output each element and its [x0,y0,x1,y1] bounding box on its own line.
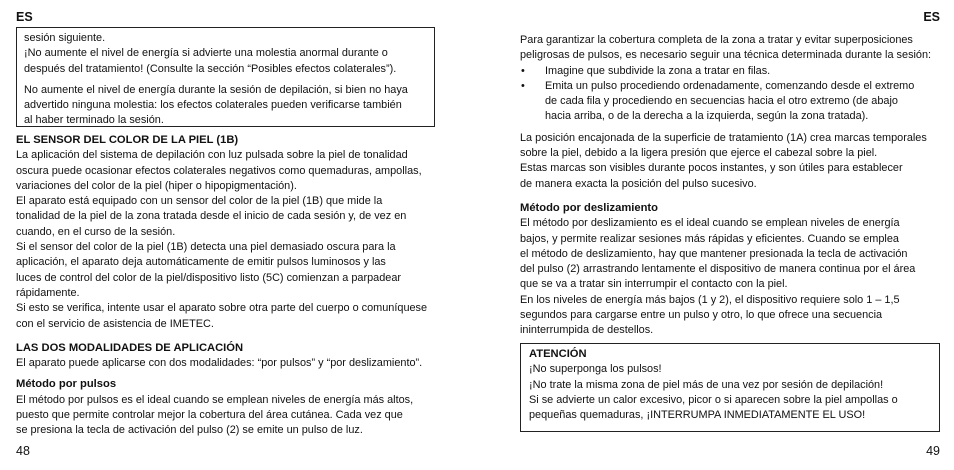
body-line: bajos, y permite realizar sesiones más rápidas y eficientes. Cuando se emplea [520,232,899,245]
page-number-left: 48 [16,444,30,458]
body-line: El aparato está equipado con un sensor del color de la piel (1B) que mide la [16,195,383,208]
attention-line: pequeñas quemaduras, ¡INTERRUMPA INMEDIATAMENTE EL USO! [529,409,866,422]
body-line: tonalidad de la piel de la zona tratada desde el inicio de cada sesión y, de vez en [16,210,407,223]
body-line: cuando, en el curso de la sesión. [16,225,176,238]
box-line: al haber terminado la sesión. [24,114,164,127]
box-line: ¡No aumente el nivel de energía si advierte una molestia anormal durante o [24,47,388,60]
body-line: Si esto se verifica, intente usar el aparato sobre otra parte del cuerpo o comuníquese [16,302,428,315]
list-item-line: de cada fila y procediendo en secuencias hacia el otro extremo (de abajo [545,95,898,108]
left-page [16,0,435,470]
body-line: segundos para cargarse entre un pulso y otro, lo que ofrece una secuencia [520,309,883,322]
section-heading-pulse-method: Método por pulsos [16,378,117,391]
attention-line: ¡No trate la misma zona de piel más de una vez por sesión de depilación! [529,378,884,391]
body-line: variaciones del color de la piel (hiper o hipopigmentación). [16,179,297,192]
list-item [520,79,940,125]
list-item-line: hacia arriba, o de la derecha a la izquierda, según la zona tratada). [545,110,869,123]
body-line: Si el sensor del color de la piel (1B) detecta una piel demasiado oscura para la [16,241,396,254]
body-line: aplicación, el aparato deja automáticamente de emitir pulsos luminosos y las [16,256,386,269]
body-line: el método de deslizamiento, hay que mantener presionada la tecla de activación [520,247,908,260]
body-line: La aplicación del sistema de depilación con luz pulsada sobre la piel de tonalidad [16,149,408,162]
body-line: rápidamente. [16,286,80,299]
body-line: de manera exacta la posición del pulso sucesivo. [520,177,757,190]
body-line: con el servicio de asistencia de IMETEC. [16,317,214,330]
body-line: sobre la piel, debido a la ligera presión que ejerce el cabezal sobre la piel. [520,147,878,160]
page-number-right: 49 [926,444,940,458]
attention-heading: ATENCIÓN [529,348,587,360]
section-heading-skin-sensor: EL SENSOR DEL COLOR DE LA PIEL (1B) [16,134,239,146]
body-line: del pulso (2) arrastrando lentamente el dispositivo de manera continua por el área [520,263,916,276]
box-line: advertido ninguna molestia: los efectos colaterales pueden verificarse también [24,99,402,112]
list-item: • Imagine que subdivide la zona a tratar en filas. [520,64,940,79]
right-body [520,33,940,339]
body-line: puesto que permite controlar mejor la cobertura del área cutánea. Cada vez que [16,409,403,422]
language-label-left: ES [16,10,33,24]
attention-box [520,343,940,432]
attention-line: ¡No superponga los pulsos! [529,363,662,376]
body-line: se presiona la tecla de activación del pulso (2) se emite un pulso de luz. [16,424,363,437]
section-heading-slide-method: Método por deslizamiento [520,201,658,214]
body-line: luces de control del color de la piel/dispositivo listo (5C) comienzan a parpadear [16,271,402,284]
body-line: El método por deslizamiento es el ideal cuando se emplean niveles de energía [520,217,900,230]
bullet-list [520,64,940,125]
box-line: después del tratamiento! (Consulte la sección “Posibles efectos colaterales”). [24,62,397,75]
section-heading-modes: LAS DOS MODALIDADES DE APLICACIÓN [16,341,244,354]
body-line: Estas marcas son visibles durante pocos instantes, y son útiles para establecer [520,162,903,175]
body-line: El método por pulsos es el ideal cuando se emplean niveles de energía más altos, [16,393,414,406]
language-label-right: ES [923,10,940,24]
list-item-line: • Emita un pulso procediendo ordenadamente, comenzando desde el extremo [545,79,915,92]
body-line: En los niveles de energía más bajos (1 y 2), el dispositivo requiere solo 1 – 1,5 [520,293,900,306]
body-line: que se va a tratar sin interrumpir el contacto con la piel. [520,278,788,291]
right-page [520,0,940,470]
body-line: peligrosas de pulsos, es necesario seguir una técnica determinada durante la sesión: [520,49,932,62]
body-line: La posición encajonada de la superficie de tratamiento (1A) crea marcas temporales [520,131,927,144]
body-line: oscura puede ocasionar efectos colaterales negativos como quemaduras, ampollas, [16,164,422,177]
warning-box-left [16,27,435,127]
box-line: No aumente el nivel de energía durante la sesión de depilación, si bien no haya [24,83,408,96]
left-body [16,133,435,439]
attention-line: Si se advierte un calor excesivo, picor o si aparecen sobre la piel ampollas o [529,393,898,406]
body-line: Para garantizar la cobertura completa de la zona a tratar y evitar superposiciones [520,34,913,46]
body-line: ininterrumpida de destellos. [520,324,654,337]
body-line: El aparato puede aplicarse con dos modalidades: “por pulsos” y “por deslizamiento”. [16,357,423,370]
box-line: sesión siguiente. [24,32,106,44]
